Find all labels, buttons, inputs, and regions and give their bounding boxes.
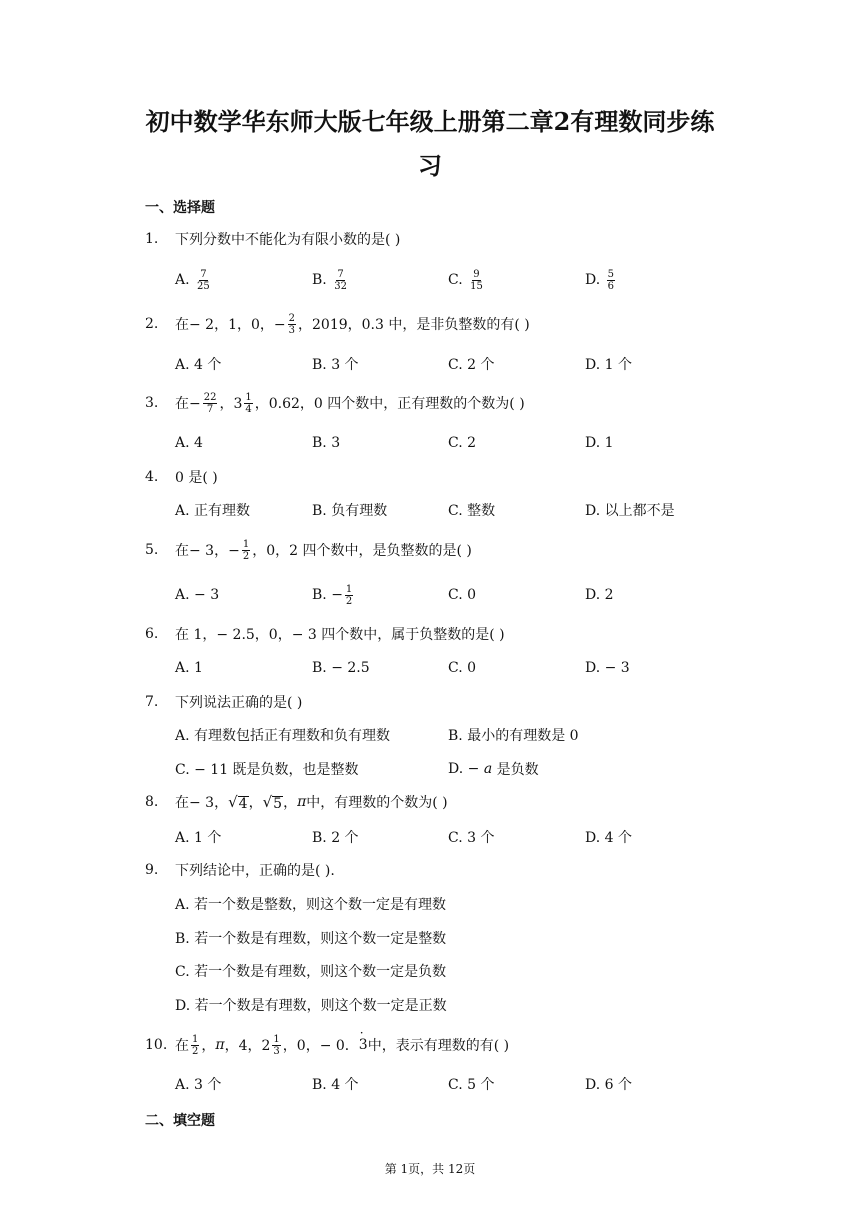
option-d: D. − a 是负数 — [448, 761, 539, 778]
option-d: D. 若一个数是有理数，则这个数一定是正数 — [175, 998, 447, 1014]
section-heading-choice: 一、选择题 — [145, 200, 215, 216]
question-number: 6. — [145, 626, 159, 642]
fraction: $\frac{22}{7}$ — [203, 391, 217, 415]
question-number: 1. — [145, 231, 159, 247]
question-2: 2. 在− 2，1，0，− $\frac{2}{3}$ ，2019，0.3 中，是非负整数的有( ) — [145, 312, 530, 336]
question-text: 下列结论中，正确的是( ). — [175, 863, 335, 879]
question-text: 下列分数中不能化为有限小数的是( ) — [175, 232, 401, 248]
option-c: C. 整数 — [448, 503, 496, 519]
question-7 — [145, 687, 302, 717]
fraction: $\frac{1}{2}$ — [192, 1033, 199, 1057]
option-a: A. 有理数包括正有理数和负有理数 — [175, 728, 391, 744]
option-b: B. 4 个 — [312, 1077, 359, 1093]
option-b: B. 2 个 — [312, 830, 359, 846]
question-8: 8. 在− 3， √ 4 ， √ 5 ， π 中，有理数的个数为( ) — [145, 793, 448, 812]
fraction: $\frac{1}{2}$ — [242, 538, 250, 562]
page-title-line1: 初中数学华东师大版七年级上册第二章2有理数同步练 — [145, 107, 715, 136]
question-10: 10. 在 $\frac{1}{2}$ ， π ，4，2 $\frac{1}{3}$ ，0，− 0． · 3 中，表示有理数的有( ) — [145, 1030, 509, 1060]
question-number: 10. — [145, 1037, 168, 1053]
sqrt-symbol: √ 5 — [262, 793, 283, 812]
option-b: B. $\frac{7}{32}$ — [312, 268, 347, 292]
question-number: 2. — [145, 316, 159, 332]
option-d: D. 2 — [585, 587, 614, 603]
option-c: C. 2 — [448, 435, 477, 451]
question-text: 下列说法正确的是( ) — [175, 695, 303, 711]
question-9 — [145, 855, 335, 885]
question-number: 4. — [145, 469, 159, 485]
option-d: D. 6 个 — [585, 1077, 632, 1093]
option-d: D. − 3 — [585, 660, 630, 676]
option-c: C. 3 个 — [448, 830, 495, 846]
question-text: 0 是( ) — [175, 470, 218, 486]
option-c: C. 2 个 — [448, 357, 495, 373]
option-b: B. 3 — [312, 435, 341, 451]
option-d: D. 1 — [585, 435, 614, 451]
option-c: C. 0 — [448, 660, 477, 676]
page-title-line2: 习 — [418, 151, 442, 180]
fraction: $\frac{1}{4}$ — [245, 391, 252, 415]
question-text: 在 1，− 2.5，0，− 3 四个数中，属于负整数的是( ) — [175, 627, 505, 643]
fraction: $\frac{2}{3}$ — [288, 312, 296, 336]
option-a: A. 4 个 — [175, 357, 222, 373]
option-b: B. − 2.5 — [312, 660, 370, 676]
section-heading-fill: 二、填空题 — [145, 1113, 215, 1129]
question-number: 9. — [145, 862, 159, 878]
sqrt-symbol: √ 4 — [228, 793, 248, 812]
option-b: B. 最小的有理数是 0 — [448, 728, 579, 744]
question-6 — [145, 619, 505, 649]
fraction: $\frac{1}{3}$ — [273, 1033, 280, 1057]
question-3: 3. 在− $\frac{22}{7}$ ，3 $\frac{1}{4}$ ，0.62，0 四个数中，正有理数的个数为( ) — [145, 391, 525, 415]
option-d: D. 以上都不是 — [585, 503, 675, 519]
option-b: B. 负有理数 — [312, 503, 388, 519]
question-4 — [145, 462, 218, 492]
option-a: A. 正有理数 — [175, 503, 251, 519]
question-number: 8. — [145, 794, 159, 810]
question-1 — [145, 224, 400, 254]
option-a: A. 1 — [175, 660, 203, 676]
option-a: A. − 3 — [175, 587, 220, 603]
option-d: D. 1 个 — [585, 357, 632, 373]
option-a: A. 3 个 — [175, 1077, 222, 1093]
question-number: 5. — [145, 542, 159, 558]
option-c: C. $\frac{9}{15}$ — [448, 268, 483, 292]
option-a: A. 1 个 — [175, 830, 222, 846]
option-d: D. 4 个 — [585, 830, 632, 846]
repeating-decimal: · 3 — [359, 1037, 368, 1053]
question-number: 7. — [145, 694, 159, 710]
option-c: C. − 11 既是负数，也是整数 — [175, 762, 359, 778]
question-number: 3. — [145, 395, 159, 411]
page-footer: 第 1页，共 12页 — [384, 1162, 476, 1176]
option-d: D. $\frac{5}{6}$ — [585, 268, 615, 292]
option-a: A. 4 — [175, 435, 203, 451]
option-a: A. $\frac{7}{25}$ — [175, 268, 210, 292]
option-c: C. 0 — [448, 587, 477, 603]
option-b: B. − $\frac{1}{2}$ — [312, 583, 353, 607]
question-5: 5. 在− 3，− $\frac{1}{2}$ ，0，2 四个数中，是负整数的是( ) — [145, 538, 472, 562]
option-c: C. 5 个 — [448, 1077, 495, 1093]
option-b: B. 若一个数是有理数，则这个数一定是整数 — [175, 931, 447, 947]
option-c: C. 若一个数是有理数，则这个数一定是负数 — [175, 964, 447, 980]
option-b: B. 3 个 — [312, 357, 359, 373]
option-a: A. 若一个数是整数，则这个数一定是有理数 — [175, 897, 447, 913]
